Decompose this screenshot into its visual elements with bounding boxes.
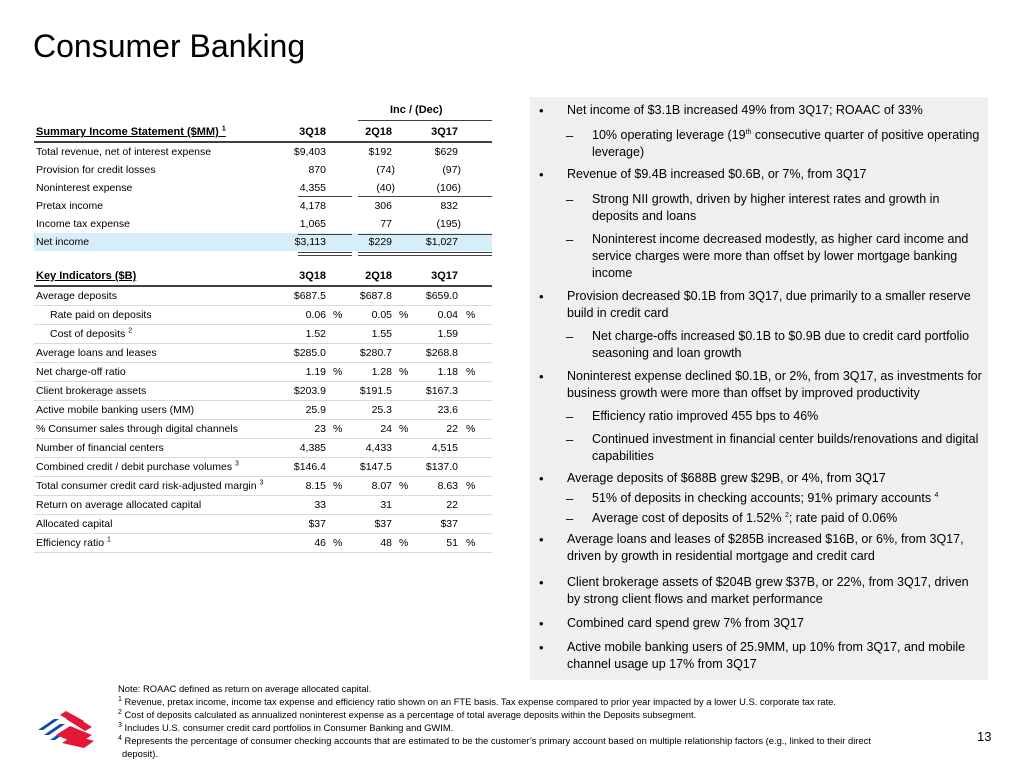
- row-label: Number of financial centers: [36, 442, 164, 454]
- bullet-icon: •: [539, 471, 544, 486]
- table-row: Provision for credit losses 870 (74) (97): [36, 164, 461, 176]
- cell-2q18: 4,433: [365, 442, 392, 454]
- key-indicators-title: Key Indicators ($B): [36, 270, 137, 282]
- cell-3q17: $659.0: [425, 290, 458, 302]
- note-roaac: Note: ROAAC defined as return on average allocated capital.: [118, 683, 372, 694]
- cell-3q18: 25.9: [305, 404, 326, 416]
- bullet-icon: •: [539, 167, 544, 182]
- income-statement-header: [34, 123, 492, 143]
- percent-sign: %: [399, 423, 409, 435]
- highlight-subbullet: – Average cost of deposits of 1.52% $^2$; rate paid of 0.06%: [566, 511, 898, 526]
- dash-icon: –: [566, 511, 574, 526]
- dash-icon: –: [566, 192, 574, 207]
- total-double-rule: [298, 252, 352, 256]
- cell-2q18: 0.05: [371, 309, 392, 321]
- cell-3q17: 1.59: [437, 328, 458, 340]
- cell-3q17: $37: [440, 518, 458, 530]
- key-indicators-table: [34, 267, 492, 553]
- col-header: 3Q18: [299, 270, 326, 282]
- percent-sign: %: [399, 537, 409, 549]
- percent-sign: %: [333, 366, 343, 378]
- cell-3q18: 1.52: [305, 328, 326, 340]
- table-row: [34, 515, 492, 534]
- row-label: Efficiency ratio $^1$: [36, 536, 111, 549]
- bullet-icon: •: [539, 616, 544, 631]
- bullet-icon: •: [539, 289, 544, 304]
- cell-3q18: $37: [308, 518, 326, 530]
- cell-3q17: $268.8: [425, 347, 458, 359]
- cell-3q17: 23.6: [437, 404, 458, 416]
- table-row: [34, 306, 492, 325]
- cell-2q18: $280.7: [359, 347, 392, 359]
- row-label: Client brokerage assets: [36, 385, 147, 397]
- footnote-3: $^3$ Includes U.S. consumer credit card portfolios in Consumer Banking and GWIM.: [118, 721, 454, 733]
- dash-icon: –: [566, 128, 574, 143]
- cell-3q17: 22: [446, 423, 458, 435]
- col-header: 3Q17: [431, 270, 458, 282]
- bullet-icon: •: [539, 575, 544, 590]
- highlight-bullet: • Active mobile banking users of 25.9MM, up 10% from 3Q17, and mobile channel usage up 17% from 3Q17: [539, 640, 966, 671]
- row-label: Average deposits: [36, 290, 117, 302]
- footnote-2: $^2$ Cost of deposits calculated as annualized noninterest expense as a percentage of total average deposits within the Deposits subsegment.: [118, 708, 697, 720]
- highlight-bullet: • Noninterest expense declined $0.1B, or 2%, from 3Q17, as investments for business growth were more than offset by improved productivity: [539, 369, 982, 400]
- cell-3q18: 1.19: [305, 366, 326, 378]
- income-statement-table: [34, 123, 492, 251]
- percent-sign: %: [333, 423, 343, 435]
- cell-3q17: 51: [446, 537, 458, 549]
- cell-3q17: 0.04: [437, 309, 458, 321]
- cell-3q17: $167.3: [425, 385, 458, 397]
- percent-sign: %: [399, 366, 409, 378]
- percent-sign: %: [333, 480, 343, 492]
- table-row: [34, 363, 492, 382]
- table-row: Noninterest expense 4,355 (40) (106): [36, 182, 461, 194]
- table-row: [34, 287, 492, 306]
- highlight-subbullet: – Efficiency ratio improved 455 bps to 46%: [566, 409, 819, 424]
- row-label: Total consumer credit card risk-adjusted margin $^3$: [36, 479, 264, 492]
- col-header: 2Q18: [365, 270, 392, 282]
- net-income-row: Net income $3,113 $229 $1,027: [34, 233, 492, 251]
- inc-dec-header: Inc / (Dec): [390, 104, 443, 116]
- row-label: Average loans and leases: [36, 347, 157, 359]
- cell-3q18: 46: [314, 537, 326, 549]
- bullet-icon: •: [539, 369, 544, 384]
- row-label: Active mobile banking users (MM): [36, 404, 195, 416]
- dash-icon: –: [566, 232, 574, 247]
- table-row: Total revenue, net of interest expense $9,403 $192 $629: [36, 146, 458, 158]
- table-row: [34, 325, 492, 344]
- row-label: Cost of deposits $^2$: [50, 327, 133, 340]
- percent-sign: %: [333, 309, 343, 321]
- col-header: 3Q17: [431, 126, 458, 138]
- cell-2q18: 48: [380, 537, 392, 549]
- dash-icon: –: [566, 409, 574, 424]
- page-title: Consumer Banking: [33, 28, 306, 64]
- total-double-rule: [358, 252, 492, 256]
- percent-sign: %: [466, 537, 476, 549]
- cell-3q18: 4,385: [299, 442, 326, 454]
- cell-3q18: $203.9: [293, 385, 326, 397]
- highlight-subbullet: – Continued investment in financial center builds/renovations and digital capabilities: [566, 432, 979, 463]
- income-statement-title: Summary Income Statement ($MM) $^1$: [36, 125, 226, 138]
- highlight-bullet: • Combined card spend grew 7% from 3Q17: [539, 616, 804, 631]
- cell-3q17: 22: [446, 499, 458, 511]
- highlight-bullet: • Average loans and leases of $285B increased $16B, or 6%, from 3Q17, driven by growth in residential mortgage and credit card: [539, 532, 964, 563]
- cell-3q18: $285.0: [293, 347, 326, 359]
- table-row: [34, 439, 492, 458]
- cell-2q18: $191.5: [359, 385, 392, 397]
- table-row: [34, 477, 492, 496]
- cell-2q18: $687.8: [359, 290, 392, 302]
- cell-3q18: 33: [314, 499, 326, 511]
- cell-2q18: 24: [380, 423, 392, 435]
- highlight-bullet: • Provision decreased $0.1B from 3Q17, due primarily to a smaller reserve build in credit card: [539, 289, 971, 320]
- cell-3q17: $137.0: [425, 461, 458, 473]
- page-number: 13: [977, 729, 992, 744]
- footnote-1: $^1$ Revenue, pretax income, income tax expense and efficiency ratio shown on an FTE basis. Tax expense compared to prior year impacted by a lower U.S. corporate tax rate.: [118, 695, 836, 707]
- row-label: Allocated capital: [36, 518, 113, 530]
- highlight-bullet: • Average deposits of $688B grew $29B, or 4%, from 3Q17: [539, 471, 886, 486]
- bullet-icon: •: [539, 640, 544, 655]
- row-label: Rate paid on deposits: [50, 309, 152, 321]
- cell-2q18: 8.07: [371, 480, 392, 492]
- bullet-icon: •: [539, 532, 544, 547]
- cell-3q18: 8.15: [305, 480, 326, 492]
- table-row: [34, 534, 492, 553]
- footnote-4-continuation: deposit).: [122, 748, 158, 759]
- table-row: [34, 401, 492, 420]
- flag-logo-icon: [34, 705, 96, 751]
- footnotes: [118, 682, 978, 760]
- cell-3q17: 1.18: [437, 366, 458, 378]
- percent-sign: %: [466, 309, 476, 321]
- subtotal-rule: [358, 196, 492, 197]
- col-header: 3Q18: [299, 126, 326, 138]
- highlight-subbullet: – Net charge-offs increased $0.1B to $0.9B due to credit card portfolio seasoning and loan growth: [566, 329, 970, 360]
- cell-2q18: $147.5: [359, 461, 392, 473]
- percent-sign: %: [466, 423, 476, 435]
- cell-2q18: 1.55: [371, 328, 392, 340]
- row-label: Combined credit / debit purchase volumes $^3$: [36, 460, 239, 473]
- table-row: [34, 496, 492, 515]
- percent-sign: %: [466, 480, 476, 492]
- col-header: 2Q18: [365, 126, 392, 138]
- highlight-subbullet: – 10% operating leverage (19th consecutive quarter of positive operating leverage): [566, 128, 980, 159]
- cell-2q18: $37: [374, 518, 392, 530]
- row-label: % Consumer sales through digital channels: [36, 423, 238, 435]
- table-row: [34, 420, 492, 439]
- highlight-subbullet: – Noninterest income decreased modestly, as higher card income and service charges were more than offset by lower mortgage banking income: [566, 232, 969, 280]
- table-row: [34, 344, 492, 363]
- row-label: Net charge-off ratio: [36, 366, 126, 378]
- cell-2q18: 1.28: [371, 366, 392, 378]
- table-row: Pretax income 4,178 306 832: [36, 200, 458, 212]
- highlight-bullet: • Client brokerage assets of $204B grew $37B, or 22%, from 3Q17, driven by strong client flows and market performance: [539, 575, 969, 606]
- bullet-icon: •: [539, 103, 544, 118]
- row-label: Return on average allocated capital: [36, 499, 202, 511]
- table-row: [34, 458, 492, 477]
- subtotal-rule: [298, 196, 352, 197]
- percent-sign: %: [333, 537, 343, 549]
- key-indicators-header: [34, 267, 492, 287]
- dash-icon: –: [566, 329, 574, 344]
- cell-3q17: 8.63: [437, 480, 458, 492]
- percent-sign: %: [399, 480, 409, 492]
- subtotal-rule: [358, 234, 492, 235]
- highlight-subbullet: – Strong NII growth, driven by higher interest rates and growth in deposits and loans: [566, 192, 940, 223]
- cell-3q18: $146.4: [293, 461, 326, 473]
- footnote-4: $^4$ Represents the percentage of consumer checking accounts that are estimated to be the customer’s primary account based on multiple relationship factors (e.g., linked to their direct: [118, 734, 871, 746]
- subtotal-rule: [298, 234, 352, 235]
- cell-3q18: 23: [314, 423, 326, 435]
- highlight-subbullet: – 51% of deposits in checking accounts; 91% primary accounts $^4$: [566, 491, 939, 506]
- percent-sign: %: [466, 366, 476, 378]
- inc-dec-rule: [358, 120, 492, 121]
- highlight-bullet: • Revenue of $9.4B increased $0.6B, or 7%, from 3Q17: [539, 167, 867, 182]
- cell-3q17: 4,515: [431, 442, 458, 454]
- highlight-bullet: • Net income of $3.1B increased 49% from 3Q17; ROAAC of 33%: [539, 103, 923, 118]
- cell-2q18: 31: [380, 499, 392, 511]
- table-row: Income tax expense 1,065 77 (195): [36, 218, 461, 230]
- cell-3q18: $687.5: [293, 290, 326, 302]
- dash-icon: –: [566, 491, 574, 506]
- dash-icon: –: [566, 432, 574, 447]
- cell-2q18: 25.3: [371, 404, 392, 416]
- cell-3q18: 0.06: [305, 309, 326, 321]
- table-row: [34, 382, 492, 401]
- percent-sign: %: [399, 309, 409, 321]
- bank-logo: [34, 705, 96, 751]
